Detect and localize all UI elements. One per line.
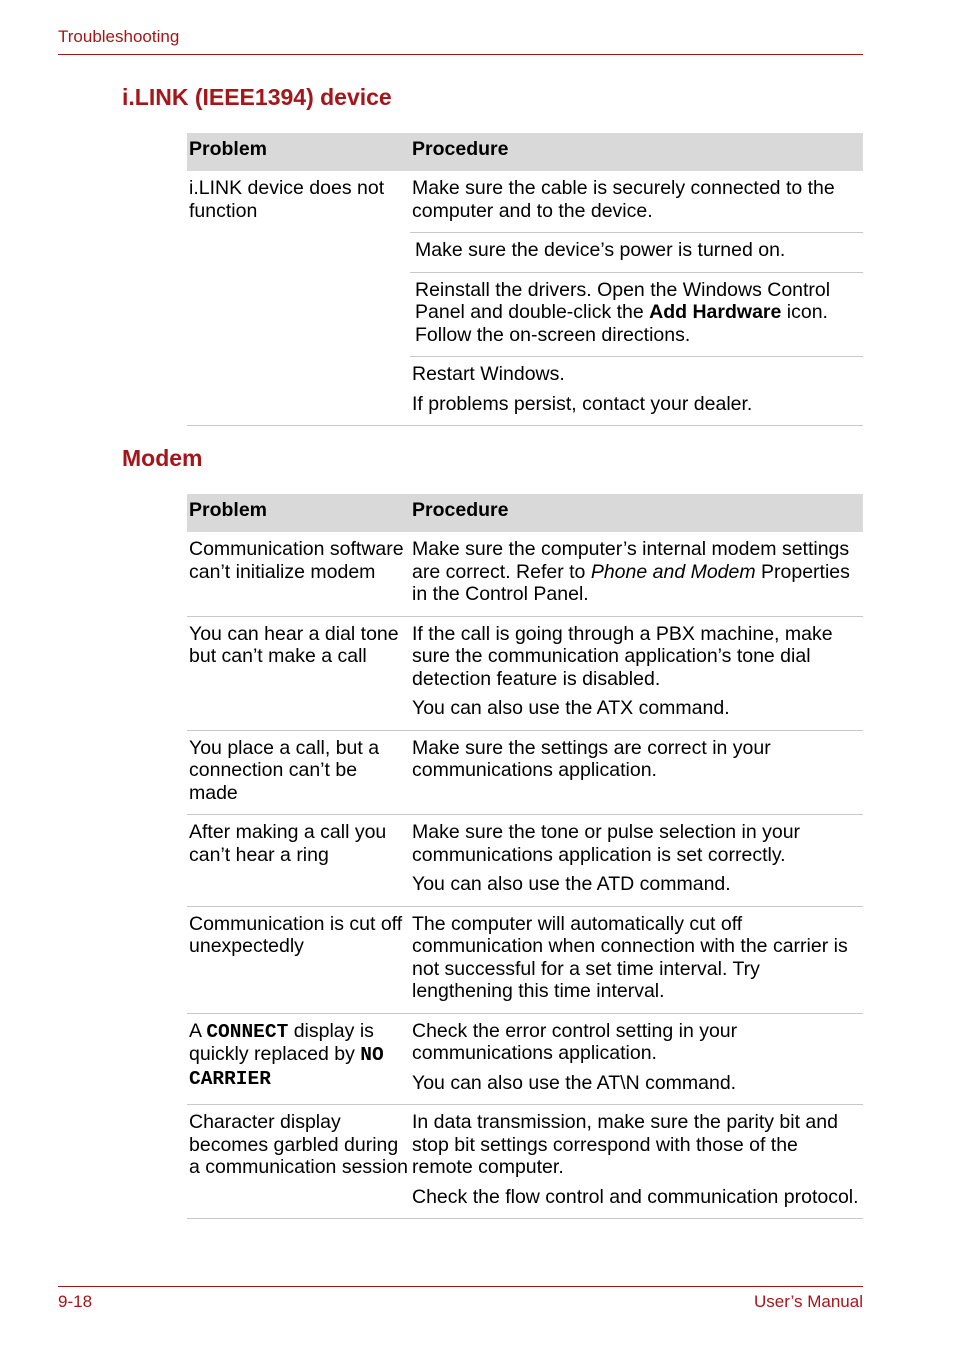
problem-text: Communication software can’t initialize modem [189,538,404,583]
table-row [187,532,863,616]
problem-text: Communication is cut off unexpectedly [189,912,403,957]
problem-cell [187,815,410,907]
column-header-problem: Problem [187,494,410,532]
procedure-text: Properties in the Control Panel. [412,560,850,605]
add-hardware-label: Add Hardware [649,301,782,323]
problem-cell [187,906,410,1013]
procedure-text: Make sure the device’s power is turned on. [415,239,786,261]
procedure-cell [410,906,863,1013]
problem-cell [187,171,410,426]
manual-title: User’s Manual [754,1292,863,1311]
problem-text: Character display becomes garbled during a communication session [189,1111,408,1178]
procedure-text: You can also use the ATD command. [412,873,731,895]
problem-cell [187,616,410,730]
procedure-cell [410,730,863,815]
procedure-text: Reinstall the drivers. Open the Windows Control Panel and double-click the [415,278,831,323]
problem-text: A [189,1019,207,1042]
procedure-step [410,171,863,233]
modem-heading: Modem [122,445,203,471]
table-header-row [187,494,863,532]
running-header: Troubleshooting [58,27,180,46]
table-row [187,815,863,907]
procedure-text: The computer will automatically cut off communication when connection with the carrier is not successful for a set time interval. Try lengthening this time interval. [412,912,848,1002]
problem-text: You can hear a dial tone but can’t make a call [189,622,399,667]
table-row [187,1013,863,1105]
procedure-cell [410,616,863,730]
procedure-text: In data transmission, make sure the parity bit and stop bit settings correspond with those of the remote computer. [412,1111,838,1178]
page-number: 9-18 [58,1292,93,1311]
procedure-cell [410,815,863,907]
problem-text: i.LINK device does not function [189,177,385,222]
procedure-cell [410,1105,863,1219]
procedure-text: Check the error control setting in your communications application. [412,1019,738,1064]
procedure-text: Check the flow control and communication protocol. [412,1185,859,1208]
procedure-text: If the call is going through a PBX machine, make sure the communication application’s tone dial detection feature is disabled. [412,622,833,690]
table-row [187,730,863,815]
problem-cell [187,1013,410,1105]
column-header-problem: Problem [187,133,410,171]
procedure-text: You can also use the ATX command. [412,697,730,719]
procedure-text: Restart Windows. [412,363,565,385]
procedure-step [410,357,863,425]
table-row [187,171,863,426]
problem-text: display is quickly replaced by [189,1019,374,1065]
phone-and-modem-reference: Phone and Modem [590,560,756,583]
connect-code: CONNECT [206,1020,289,1043]
table-row [187,616,863,730]
footer-rule [58,1286,863,1287]
procedure-text: icon. Follow the on-screen directions. [415,301,828,346]
table-header-row [187,133,863,171]
problem-cell [187,1105,410,1219]
ilink-table [187,133,863,426]
procedure-text: Make sure the cable is securely connected to the computer and to the device. [412,177,835,222]
procedure-text: Make sure the settings are correct in your communications application. [412,736,771,781]
procedure-cell [410,1013,863,1105]
problem-cell [187,532,410,616]
problem-text: After making a call you can’t hear a ring [189,821,387,866]
procedure-step [410,233,863,273]
problem-cell [187,730,410,815]
column-header-procedure: Procedure [410,494,863,532]
procedure-text: You can also use the AT\N command. [412,1071,737,1094]
header-rule [58,54,863,55]
table-row [187,906,863,1013]
no-carrier-code: NO CARRIER [189,1044,384,1090]
procedure-cell [410,171,863,426]
problem-text: You place a call, but a connection can’t be made [189,736,380,804]
ilink-heading: i.LINK (IEEE1394) device [122,84,392,110]
procedure-step [410,273,863,358]
procedure-cell [410,532,863,616]
procedure-text: Make sure the tone or pulse selection in your communications application is set correctly. [412,821,801,866]
procedure-text: Make sure the computer’s internal modem settings are correct. Refer to [412,538,850,583]
column-header-procedure: Procedure [410,133,863,171]
procedure-text: If problems persist, contact your dealer. [412,392,753,415]
modem-table [187,494,863,1219]
table-row [187,1105,863,1219]
